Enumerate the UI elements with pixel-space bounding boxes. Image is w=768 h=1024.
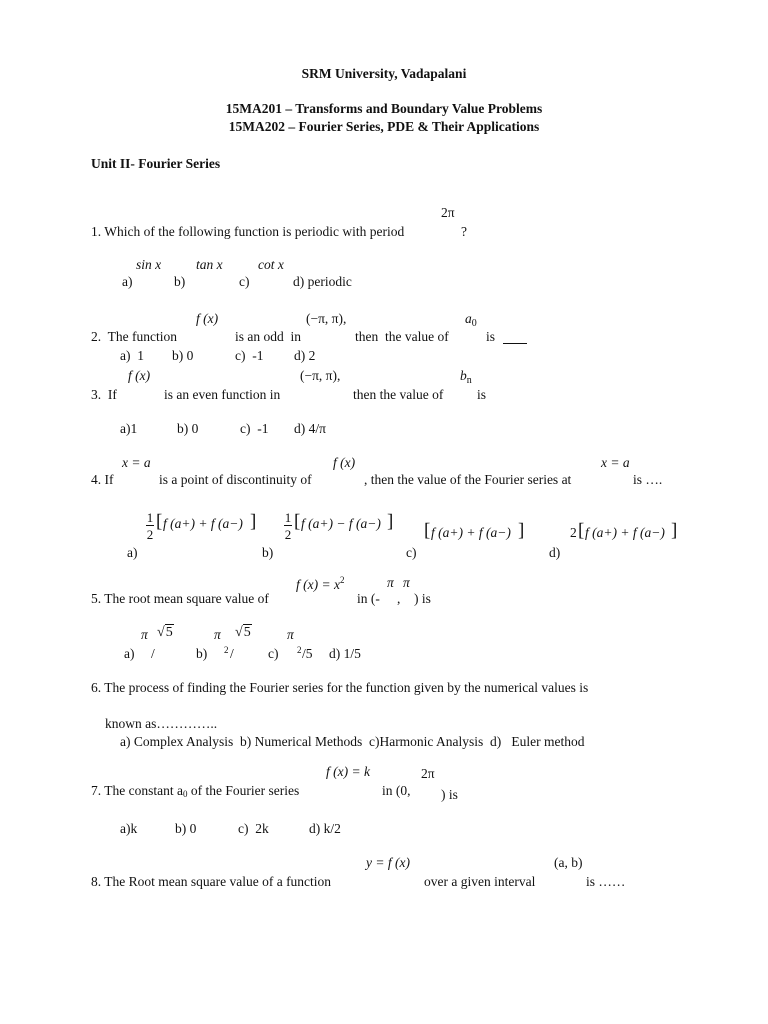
q3-interval-math: (−π, π),	[300, 368, 341, 383]
q8-text-2: over a given interval	[424, 874, 536, 889]
q2-text-1: 2. The function	[91, 329, 177, 344]
q4-xa-math-2: x = a	[601, 455, 630, 470]
q5-pi-1: π	[387, 575, 394, 590]
q4-c-bracket-close: ]	[518, 520, 525, 541]
q3-fx-math: f (x)	[128, 368, 151, 383]
q3-option-c: c) -1	[240, 421, 269, 436]
q3-text-2: is an even function in	[164, 387, 281, 402]
q4-b-half-line	[284, 525, 292, 526]
q2-option-d: d) 2	[294, 348, 316, 363]
q6-text-2: known as…………..	[105, 716, 218, 731]
q3-text-4: is	[477, 387, 487, 402]
q4-b-bracket-open: [	[294, 511, 301, 532]
q5-c-pi: π	[287, 627, 294, 642]
q1-option-a: a)	[122, 274, 133, 289]
course-title-1: 15MA201 – Transforms and Boundary Value Problems	[225, 101, 543, 116]
q4-text-3: , then the value of the Fourier series at	[364, 472, 572, 487]
q7-text-1: 7. The constant a0 of the Fourier series	[91, 783, 300, 799]
q5-text-2: in (-	[357, 591, 380, 606]
q4-option-b: b)	[262, 545, 274, 560]
q5-option-b-sup: 2	[224, 645, 229, 655]
q5-option-b-tail: /	[230, 646, 234, 661]
q2-answer-blank	[503, 343, 527, 344]
q5-option-d: d) 1/5	[329, 646, 361, 661]
q4-option-d: d)	[549, 545, 561, 560]
q5-text-4: ) is	[414, 591, 431, 606]
q1-option-c: c)	[239, 274, 250, 289]
q4-b-bracket-close: ]	[387, 511, 394, 532]
q4-a-bracket-open: [	[156, 511, 163, 532]
q5-b-sqrt5: √5	[235, 625, 251, 640]
q8-fx-math: y = f (x)	[366, 855, 410, 870]
q3-text-3: then the value of	[353, 387, 444, 402]
q8-text-1: 8. The Root mean square value of a function	[91, 874, 332, 889]
q5-fx-math: f $(x) = x^2$	[296, 575, 345, 592]
q4-b-half-num: 1	[284, 510, 292, 525]
q4-option-c: c)	[406, 545, 417, 560]
q5-text-1: 5. The root mean square value of	[91, 591, 269, 606]
q3-text-1: 3. If	[91, 387, 117, 402]
q4-a-expr: f (a+) + f (a−)	[163, 516, 243, 531]
q1-option-a-math: sin x	[136, 257, 162, 272]
q3-coef-math: $b_n$	[460, 368, 472, 386]
q4-text-2: is a point of discontinuity of	[159, 472, 312, 487]
q8-text-3: is ……	[586, 874, 626, 889]
q4-a-half-num: 1	[146, 510, 154, 525]
q5-option-a: a)	[124, 646, 135, 661]
q3-option-b: b) 0	[177, 421, 199, 436]
q5-option-c-tail: /5	[302, 646, 313, 661]
q4-c-expr: f (a+) + f (a−)	[431, 525, 511, 540]
q4-d-expr: f (a+) + f (a−)	[585, 525, 665, 540]
q7-option-d: d) k/2	[309, 821, 341, 836]
q4-d-bracket-open: [	[578, 520, 585, 541]
q4-a-bracket-close: ]	[250, 511, 257, 532]
q7-period-math: 2π	[421, 766, 435, 781]
q2-text-2: is an odd in	[235, 329, 301, 344]
q3-option-d: d) 4/π	[294, 421, 326, 436]
q1-end: ?	[461, 224, 467, 239]
q4-a-half-line	[146, 525, 154, 526]
q3-option-a: a)1	[120, 421, 138, 436]
q7-option-c: c) 2k	[238, 821, 269, 836]
q5-option-c-sup: 2	[297, 645, 302, 655]
q2-option-a: a) 1	[120, 348, 144, 363]
q1-period-math: 2π	[441, 205, 455, 220]
q5-option-b: b)	[196, 646, 208, 661]
q1-option-c-math: cot x	[258, 257, 284, 272]
q7-fx-math: f (x) = k	[326, 764, 370, 779]
q7-text-2: in (0,	[382, 783, 411, 798]
q4-d-bracket-close: ]	[671, 520, 678, 541]
q2-coef-math: $a_0$	[465, 311, 477, 329]
course-title-2: 15MA202 – Fourier Series, PDE & Their Applications	[228, 119, 540, 134]
q4-a-half-den: 2	[146, 527, 154, 542]
q2-interval-math: (−π, π),	[306, 311, 347, 326]
unit-heading: Unit II- Fourier Series	[91, 156, 221, 171]
q4-b-half-den: 2	[284, 527, 292, 542]
q4-text-4: is ….	[633, 472, 663, 487]
q5-text-3: ,	[397, 591, 401, 606]
q5-option-c: c)	[268, 646, 279, 661]
q4-xa-math-1: x = a	[122, 455, 151, 470]
q1-option-b-math: tan x	[196, 257, 223, 272]
university-title: SRM University, Vadapalani	[301, 66, 467, 81]
q4-c-bracket-open: [	[424, 520, 431, 541]
q2-text-3: then the value of	[355, 329, 449, 344]
q5-b-pi: π	[214, 627, 221, 642]
q5-a-pi: π	[141, 627, 148, 642]
q4-b-expr: f (a+) − f (a−)	[301, 516, 381, 531]
q4-text-1: 4. If	[91, 472, 114, 487]
q7-text-3: ) is	[441, 787, 458, 802]
q2-text-4: is	[486, 329, 496, 344]
q2-option-c: c) -1	[235, 348, 264, 363]
q8-interval-math: (a, b)	[554, 855, 583, 870]
q5-a-sqrt5: √5	[157, 625, 173, 640]
q4-option-a: a)	[127, 545, 138, 560]
q6-options: a) Complex Analysis b) Numerical Methods c)Harmonic Analysis d) Euler method	[120, 734, 585, 749]
q5-pi-2: π	[403, 575, 410, 590]
q7-option-a: a)k	[120, 821, 138, 836]
q1-option-d: d) periodic	[293, 274, 352, 289]
q7-option-b: b) 0	[175, 821, 197, 836]
q2-fx-math: f (x)	[196, 311, 219, 326]
q6-text-1: 6. The process of finding the Fourier series for the function given by the numerical values is	[91, 680, 589, 695]
q4-fx-math: f (x)	[333, 455, 356, 470]
q5-option-a-tail: /	[151, 646, 155, 661]
q2-option-b: b) 0	[172, 348, 194, 363]
q1-option-b: b)	[174, 274, 186, 289]
q4-d-two: 2	[570, 525, 577, 540]
q1-text: 1. Which of the following function is periodic with period	[91, 224, 405, 239]
